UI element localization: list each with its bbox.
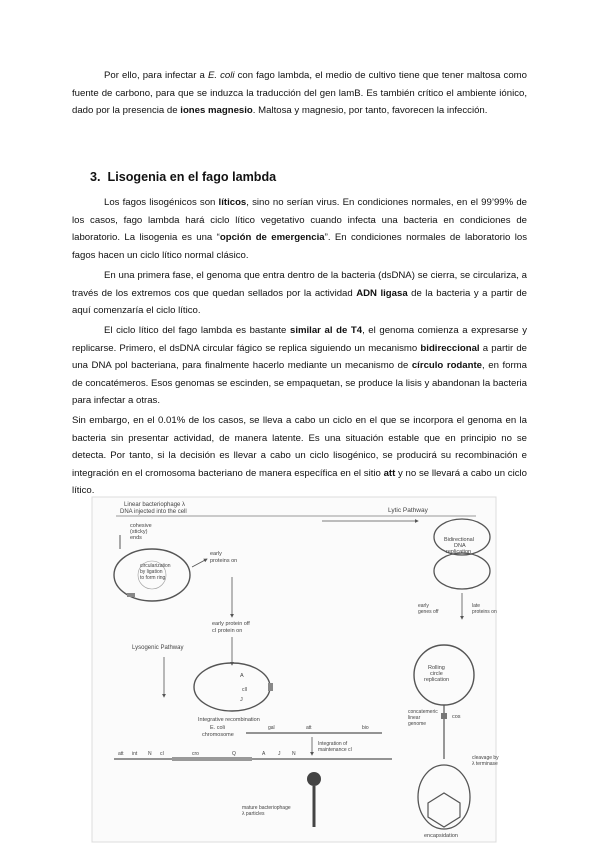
paragraph-fagos-lisogenicos: Los fagos lisogénicos son líticos, sino no serían virus. En condiciones normales, en el 99’99% de los casos, fago lambda hará ciclo lítico vegetativo cuando infecta una bacteria en condiciones de laboratorio. La lisogenia es una “opción de emergencia”. En condiciones normales de laboratorio los fagos hacen un ciclo lítico normal clásico. <box>72 197 527 261</box>
fig-label-linear-dna: Linear bacteriophage λ <box>124 502 186 508</box>
fig-label-gal: gal <box>268 725 275 731</box>
intro-paragraph: Por ello, para infectar a E. coli con fago lambda, el medio de cultivo tiene que tener maltosa como fuente de carbono, para que se induzca la traducción del gen lamB. Es también crítico el ambiente iónico, dado por la presencia de iones magnesio. Maltosa y magnesio, por tanto, favorecen la infección. <box>72 70 527 116</box>
fig-label-encapsidation: encapsidation <box>424 833 458 839</box>
svg-text:J: J <box>278 751 281 757</box>
fig-label-concatemeric: concatemeric linear genome <box>408 709 438 727</box>
fig-label-integration-of: Integration of maintenance cI <box>318 741 352 753</box>
fig-label-protein-off: early protein off cI protein on <box>212 621 250 634</box>
paragraph-primera-fase: En una primera fase, el genoma que entra dentro de la bacteria (dsDNA) se cierra, se circulariza, a través de los extremos cos que quedan sellados por la actividad ADN ligasa de la bacteria y a partir de aquí comenzaría el ciclo lítico. <box>72 270 527 316</box>
fig-label-bidirectional: Bidirectional DNA replication <box>444 537 474 555</box>
svg-text:int: int <box>132 751 138 757</box>
fig-cos-box-circle <box>268 683 273 691</box>
fig-label-lytic-pathway: Lytic Pathway <box>388 507 428 514</box>
fig-cos-box <box>127 593 135 597</box>
fig-label-att: att <box>306 725 312 731</box>
fig-phage-head <box>307 772 321 786</box>
svg-text:Q: Q <box>232 751 236 757</box>
svg-text:N: N <box>148 751 152 757</box>
fig-label-dna-injected: DNA injected into the cell <box>120 509 187 515</box>
fig-label-gene-A: A <box>240 673 244 679</box>
svg-text:cI: cI <box>160 751 164 757</box>
fig-label-early-genes: early genes offlate proteins on <box>418 603 497 615</box>
fig-label-integrative: Integrative recombination <box>198 717 260 723</box>
fig-label-mature: mature bacteriophage λ particles <box>242 805 291 817</box>
svg-text:cro: cro <box>192 751 199 757</box>
svg-text:A: A <box>262 751 266 757</box>
section-heading: 3. Lisogenia en el fago lambda <box>90 170 277 184</box>
fig-label-cohesive: cohesive (sticky) ends <box>130 523 152 541</box>
fig-label-cos-right: cos <box>452 714 461 720</box>
paragraph-ciclo-litico: El ciclo lítico del fago lambda es bastante similar al de T4, el genoma comienza a expresarse y replicarse. Primero, el dsDNA circular fágico se replica siguiendo un mecanismo bidireccional a partir de una DNA pol bacteriana, para finalmente hacerlo mediante un mecanismo de círculo rodante, en forma de concatémeros. Esos genomas se escinden, se empaquetan, se produce la lisis y abandonan la bacteria para infectar a otras. <box>72 325 527 406</box>
fig-label-gene-J: J <box>240 697 243 703</box>
svg-text:N: N <box>292 751 296 757</box>
fig-label-rolling: Rolling circle replication <box>424 665 450 683</box>
lambda-life-cycle-figure <box>92 497 499 842</box>
fig-label-lysogenic: Lysogenic Pathway <box>132 645 184 651</box>
fig-label-cleavage: cleavage by λ terminase <box>472 755 499 767</box>
svg-text:att: att <box>118 751 124 757</box>
fig-cos-marker-right <box>441 713 447 719</box>
fig-label-circularization: circularization by ligation to form ring <box>140 563 171 581</box>
fig-label-ecoli: E. coli chromosome <box>202 725 234 738</box>
fig-prophage-segment <box>172 757 252 761</box>
paragraph-lisogenia: Sin embargo, en el 0.01% de los casos, se lleva a cabo un ciclo en el que se incorpora el genoma en la bacteria sin presentar actividad, de manera latente. Es una situación estable que en principio no se detecta. Por tanto, si la decisión es llevar a cabo un ciclo lisogénico, se producirá su recombinación e integración en el cromosoma bacteriano de manera específica en el sitio att y no se llevará a cabo un ciclo lítico. <box>72 415 527 496</box>
fig-label-gene-cII: cII <box>242 687 248 693</box>
fig-label-early-proteins: early proteins on <box>210 551 238 564</box>
fig-label-bio: bio <box>362 725 369 731</box>
